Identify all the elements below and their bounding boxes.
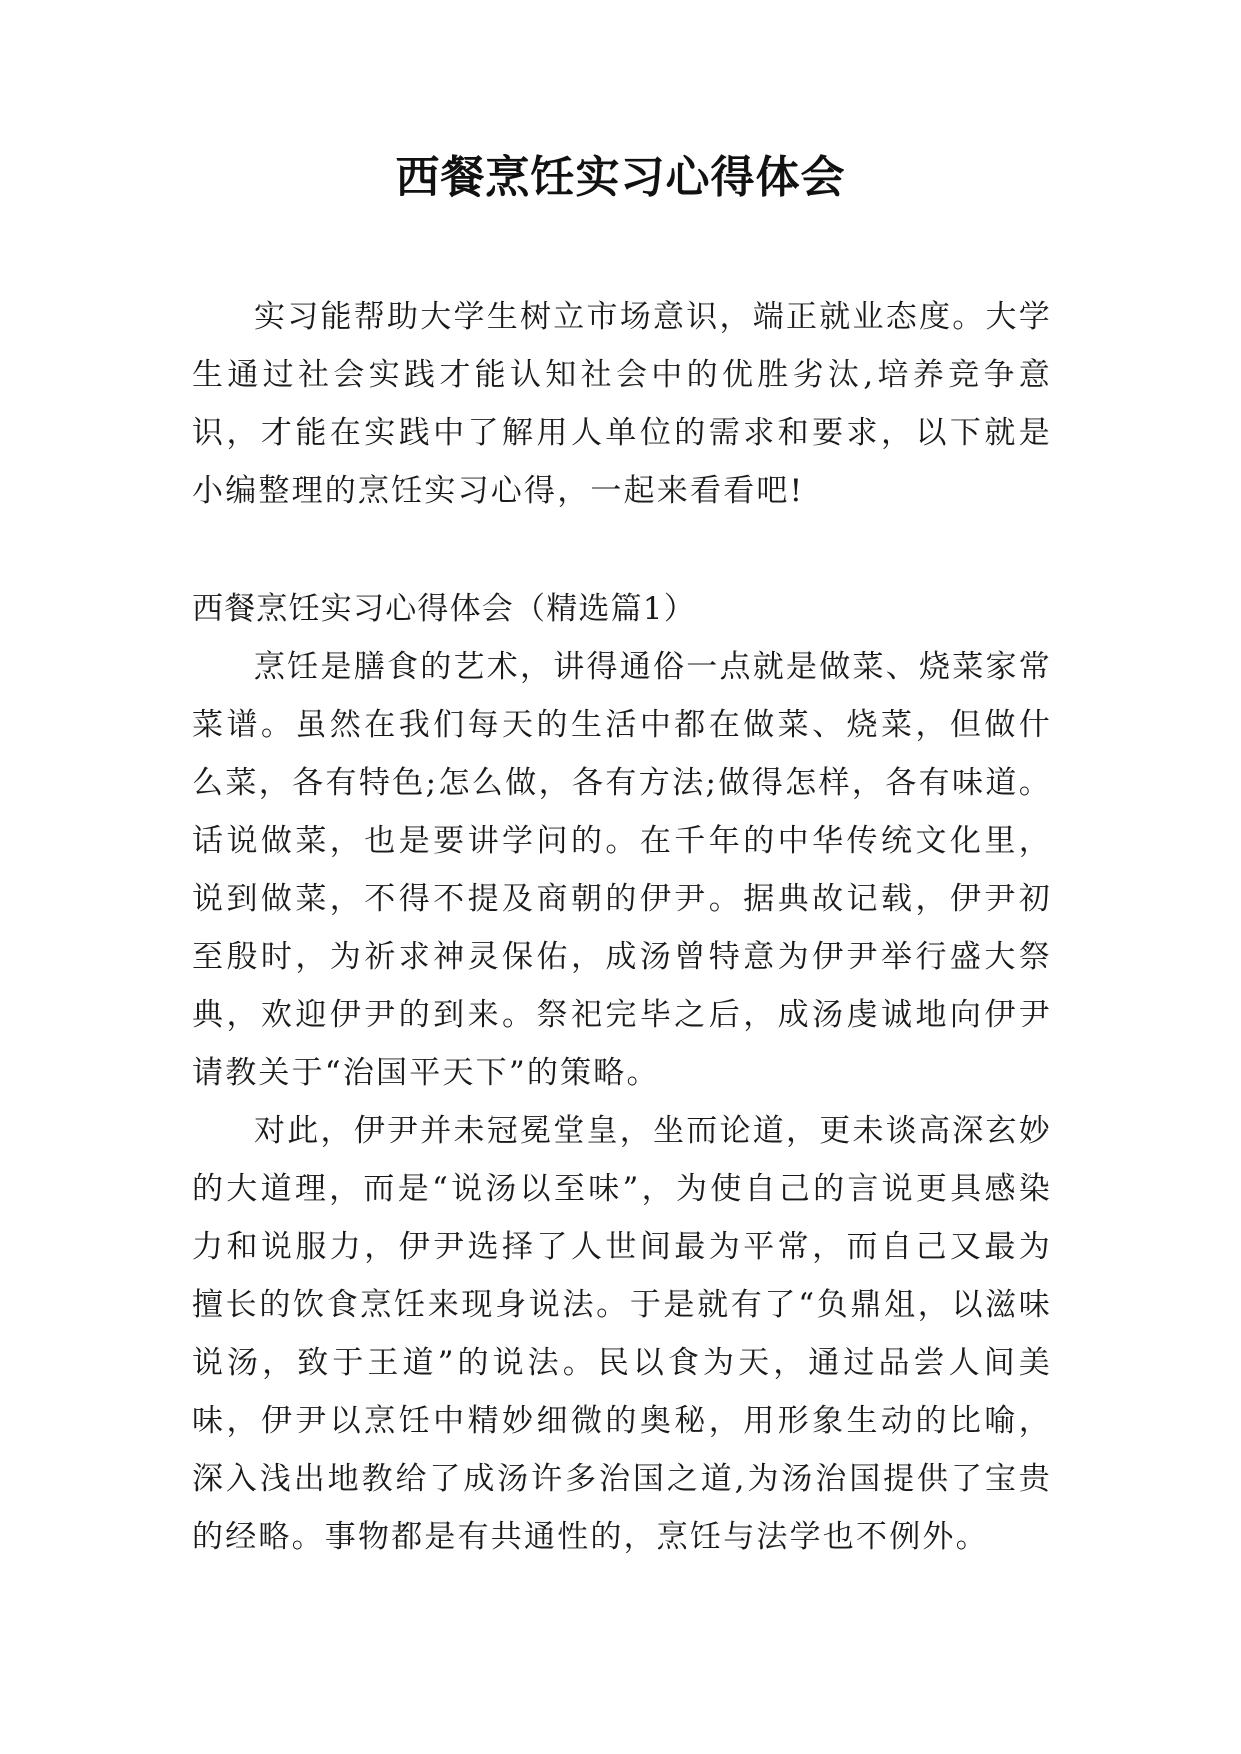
intro-paragraph: 实习能帮助大学生树立市场意识，端正就业态度。大学生通过社会实践才能认知社会中的优胜劣汰,培养竞争意识，才能在实践中了解用人单位的需求和要求，以下就是小编整理的烹饪实习心得，一起来看看吧! <box>192 299 1052 509</box>
document-body <box>192 288 1052 1566</box>
document-title: 西餐烹饪实习心得体会 <box>395 152 846 203</box>
section-heading: 西餐烹饪实习心得体会（精选篇1） <box>192 591 696 627</box>
paragraph-spacer <box>192 520 1052 580</box>
body-paragraph-2: 对此，伊尹并未冠冕堂皇，坐而论道，更未谈高深玄妙的大道理，而是“说汤以至味”，为使自己的言说更具感染力和说服力，伊尹选择了人世间最为平常，而自己又最为擅长的饮食烹饪来现身说法。于是就有了“负鼎俎，以滋味说汤，致于王道”的说法。民以食为天，通过品尝人间美味，伊尹以烹饪中精妙细微的奥秘，用形象生动的比喻，深入浅出地教给了成汤许多治国之道,为汤治国提供了宝贵的经略。事物都是有共通性的，烹饪与法学也不例外。 <box>192 1113 1052 1555</box>
body-paragraph-1: 烹饪是膳食的艺术，讲得通俗一点就是做菜、烧菜家常菜谱。虽然在我们每天的生活中都在做菜、烧菜，但做什么菜，各有特色;怎么做，各有方法;做得怎样，各有味道。话说做菜，也是要讲学问的。在千年的中华传统文化里，说到做菜，不得不提及商朝的伊尹。据典故记载，伊尹初至殷时，为祈求神灵保佑，成汤曾特意为伊尹举行盛大祭典，欢迎伊尹的到来。祭祀完毕之后，成汤虔诚地向伊尹请教关于“治国平天下”的策略。 <box>192 649 1052 1091</box>
